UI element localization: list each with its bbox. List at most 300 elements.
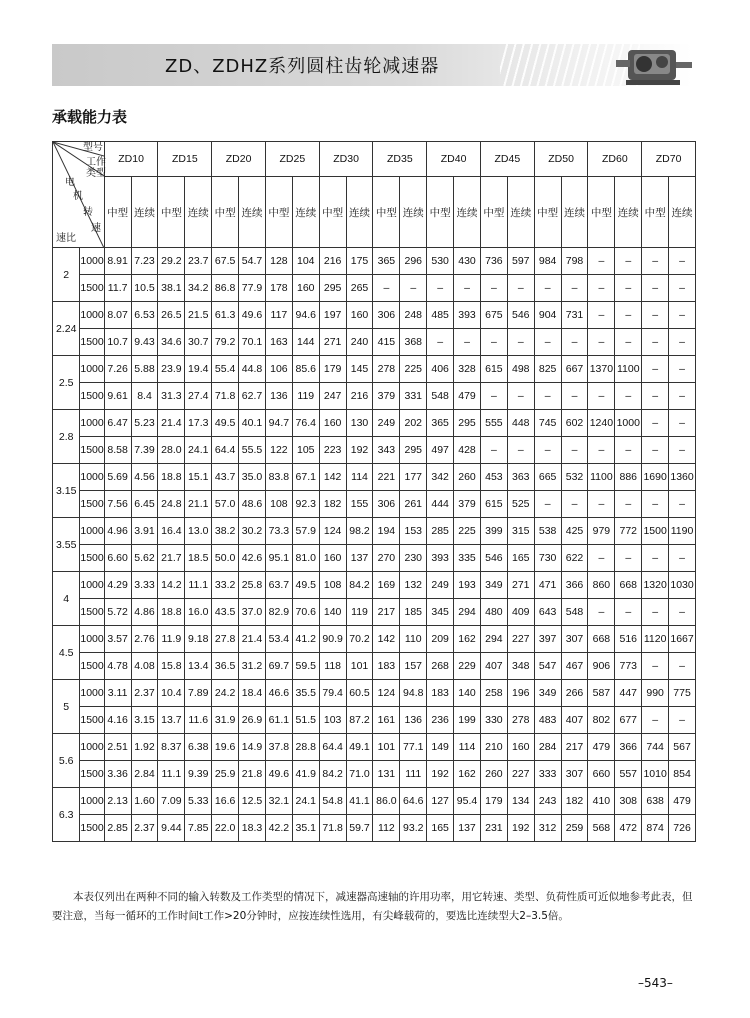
value-cell: –	[534, 437, 561, 464]
value-cell: –	[615, 437, 642, 464]
value-cell: 497	[427, 437, 454, 464]
value-cell: –	[642, 545, 669, 572]
value-cell: 62.7	[239, 383, 266, 410]
value-cell: 363	[507, 464, 534, 491]
value-cell: 127	[427, 788, 454, 815]
value-cell: 24.8	[158, 491, 185, 518]
value-cell: 217	[373, 599, 400, 626]
value-cell: 142	[319, 464, 346, 491]
value-cell: 1500	[642, 518, 669, 545]
value-cell: 415	[373, 329, 400, 356]
value-cell: 265	[346, 275, 373, 302]
value-cell: 1690	[642, 464, 669, 491]
value-cell: –	[400, 275, 427, 302]
value-cell: –	[534, 491, 561, 518]
speed-cell: 1500	[80, 275, 104, 302]
value-cell: 7.23	[131, 248, 158, 275]
value-cell: 330	[480, 707, 507, 734]
value-cell: 60.5	[346, 680, 373, 707]
value-cell: 249	[373, 410, 400, 437]
value-cell: 622	[561, 545, 588, 572]
value-cell: 532	[561, 464, 588, 491]
value-cell: 393	[454, 302, 481, 329]
value-cell: 217	[561, 734, 588, 761]
corner-label-ratio: 速比	[56, 233, 76, 244]
value-cell: 24.1	[292, 788, 319, 815]
value-cell: 108	[265, 491, 292, 518]
ratio-cell: 2.24	[53, 302, 80, 356]
value-cell: 216	[346, 383, 373, 410]
value-cell: 55.5	[239, 437, 266, 464]
value-cell: 260	[480, 761, 507, 788]
value-cell: –	[561, 275, 588, 302]
value-cell: 81.0	[292, 545, 319, 572]
speed-cell: 1500	[80, 599, 104, 626]
value-cell: 18.5	[185, 545, 212, 572]
capacity-table-wrap	[52, 141, 696, 842]
value-cell: –	[669, 545, 696, 572]
value-cell: 366	[561, 572, 588, 599]
table-row	[53, 761, 696, 788]
value-cell: –	[588, 383, 615, 410]
value-cell: –	[669, 329, 696, 356]
value-cell: 15.8	[158, 653, 185, 680]
value-cell: 744	[642, 734, 669, 761]
value-cell: 165	[427, 815, 454, 842]
value-cell: 602	[561, 410, 588, 437]
value-cell: 25.8	[239, 572, 266, 599]
value-cell: 13.7	[158, 707, 185, 734]
value-cell: –	[588, 248, 615, 275]
value-cell: 243	[534, 788, 561, 815]
value-cell: 12.5	[239, 788, 266, 815]
speed-cell: 1500	[80, 707, 104, 734]
value-cell: 17.3	[185, 410, 212, 437]
value-cell: 35.5	[292, 680, 319, 707]
type-header-continuous: 连续	[346, 177, 373, 248]
value-cell: 306	[373, 302, 400, 329]
value-cell: 225	[400, 356, 427, 383]
speed-cell: 1000	[80, 572, 104, 599]
value-cell: 185	[400, 599, 427, 626]
value-cell: 886	[615, 464, 642, 491]
value-cell: 854	[669, 761, 696, 788]
ratio-cell: 2.8	[53, 410, 80, 464]
value-cell: 335	[454, 545, 481, 572]
value-cell: –	[669, 356, 696, 383]
ratio-cell: 2.5	[53, 356, 80, 410]
value-cell: 61.1	[265, 707, 292, 734]
model-header-zd45: ZD45	[480, 142, 534, 177]
value-cell: 9.61	[104, 383, 131, 410]
value-cell: –	[588, 302, 615, 329]
value-cell: 349	[480, 572, 507, 599]
value-cell: 70.1	[239, 329, 266, 356]
value-cell: 294	[480, 626, 507, 653]
ratio-cell: 3.55	[53, 518, 80, 572]
corner-label-model: 型号	[83, 142, 103, 153]
value-cell: 178	[265, 275, 292, 302]
value-cell: 406	[427, 356, 454, 383]
value-cell: 6.38	[185, 734, 212, 761]
corner-header-cell	[53, 142, 105, 248]
value-cell: 860	[588, 572, 615, 599]
value-cell: 18.3	[239, 815, 266, 842]
value-cell: 349	[534, 680, 561, 707]
type-header-medium: 中型	[158, 177, 185, 248]
value-cell: –	[588, 599, 615, 626]
table-row	[53, 599, 696, 626]
value-cell: –	[669, 383, 696, 410]
value-cell: 9.44	[158, 815, 185, 842]
table-row	[53, 275, 696, 302]
ratio-cell: 4.5	[53, 626, 80, 680]
value-cell: 86.8	[212, 275, 239, 302]
speed-cell: 1000	[80, 626, 104, 653]
value-cell: –	[642, 302, 669, 329]
value-cell: 42.6	[239, 545, 266, 572]
value-cell: 84.2	[319, 761, 346, 788]
value-cell: –	[669, 302, 696, 329]
corner-label-motor-1: 电	[65, 177, 75, 188]
value-cell: 731	[561, 302, 588, 329]
value-cell: 34.2	[185, 275, 212, 302]
type-header-continuous: 连续	[561, 177, 588, 248]
type-header-continuous: 连续	[454, 177, 481, 248]
corner-label-motor-2: 机	[73, 191, 83, 202]
speed-cell: 1000	[80, 518, 104, 545]
value-cell: 5.62	[131, 545, 158, 572]
value-cell: 331	[400, 383, 427, 410]
value-cell: 306	[373, 491, 400, 518]
value-cell: –	[615, 545, 642, 572]
value-cell: 227	[507, 626, 534, 653]
value-cell: 137	[346, 545, 373, 572]
value-cell: 643	[534, 599, 561, 626]
speed-cell: 1000	[80, 356, 104, 383]
value-cell: 8.91	[104, 248, 131, 275]
type-header-continuous: 连续	[400, 177, 427, 248]
value-cell: 132	[400, 572, 427, 599]
value-cell: 546	[480, 545, 507, 572]
value-cell: 79.4	[319, 680, 346, 707]
value-cell: 278	[507, 707, 534, 734]
value-cell: 137	[454, 815, 481, 842]
value-cell: –	[454, 275, 481, 302]
model-header-zd15: ZD15	[158, 142, 212, 177]
value-cell: 984	[534, 248, 561, 275]
value-cell: 26.9	[239, 707, 266, 734]
value-cell: 9.43	[131, 329, 158, 356]
value-cell: 21.1	[185, 491, 212, 518]
value-cell: –	[507, 437, 534, 464]
value-cell: –	[615, 491, 642, 518]
value-cell: 1100	[615, 356, 642, 383]
value-cell: 14.2	[158, 572, 185, 599]
value-cell: 21.4	[239, 626, 266, 653]
value-cell: 35.1	[292, 815, 319, 842]
value-cell: 43.7	[212, 464, 239, 491]
table-row	[53, 572, 696, 599]
value-cell: 227	[507, 761, 534, 788]
value-cell: 119	[346, 599, 373, 626]
value-cell: 231	[480, 815, 507, 842]
value-cell: 2.84	[131, 761, 158, 788]
value-cell: –	[588, 275, 615, 302]
speed-cell: 1500	[80, 761, 104, 788]
value-cell: 296	[400, 248, 427, 275]
value-cell: 8.4	[131, 383, 158, 410]
value-cell: –	[561, 329, 588, 356]
value-cell: 194	[373, 518, 400, 545]
value-cell: 1240	[588, 410, 615, 437]
table-row	[53, 356, 696, 383]
gear-reducer-image	[598, 40, 698, 90]
model-header-zd40: ZD40	[427, 142, 481, 177]
model-header-zd30: ZD30	[319, 142, 373, 177]
model-header-zd20: ZD20	[212, 142, 266, 177]
value-cell: 59.5	[292, 653, 319, 680]
value-cell: –	[480, 329, 507, 356]
value-cell: 1120	[642, 626, 669, 653]
value-cell: 668	[615, 572, 642, 599]
value-cell: 110	[400, 626, 427, 653]
value-cell: 94.8	[400, 680, 427, 707]
value-cell: –	[615, 329, 642, 356]
value-cell: 22.0	[212, 815, 239, 842]
value-cell: 990	[642, 680, 669, 707]
value-cell: 399	[480, 518, 507, 545]
value-cell: 38.1	[158, 275, 185, 302]
value-cell: 1.92	[131, 734, 158, 761]
value-cell: 160	[319, 410, 346, 437]
value-cell: –	[669, 599, 696, 626]
value-cell: 428	[454, 437, 481, 464]
type-header-medium: 中型	[319, 177, 346, 248]
type-header-medium: 中型	[642, 177, 669, 248]
value-cell: 71.8	[319, 815, 346, 842]
ratio-cell: 4	[53, 572, 80, 626]
value-cell: –	[669, 410, 696, 437]
value-cell: 117	[265, 302, 292, 329]
value-cell: 15.1	[185, 464, 212, 491]
value-cell: 7.26	[104, 356, 131, 383]
value-cell: 32.1	[265, 788, 292, 815]
value-cell: –	[669, 275, 696, 302]
value-cell: 183	[427, 680, 454, 707]
value-cell: 447	[615, 680, 642, 707]
value-cell: 5.33	[185, 788, 212, 815]
value-cell: 42.2	[265, 815, 292, 842]
value-cell: 49.1	[346, 734, 373, 761]
value-cell: 638	[642, 788, 669, 815]
speed-cell: 1000	[80, 410, 104, 437]
value-cell: 31.3	[158, 383, 185, 410]
type-header-continuous: 连续	[185, 177, 212, 248]
value-cell: 6.45	[131, 491, 158, 518]
value-cell: 247	[319, 383, 346, 410]
value-cell: 480	[480, 599, 507, 626]
value-cell: 21.5	[185, 302, 212, 329]
value-cell: 798	[561, 248, 588, 275]
value-cell: 192	[507, 815, 534, 842]
value-cell: 37.8	[265, 734, 292, 761]
value-cell: 3.11	[104, 680, 131, 707]
value-cell: 726	[669, 815, 696, 842]
value-cell: –	[615, 599, 642, 626]
value-cell: 11.7	[104, 275, 131, 302]
type-header-continuous: 连续	[507, 177, 534, 248]
value-cell: 82.9	[265, 599, 292, 626]
value-cell: 5.23	[131, 410, 158, 437]
value-cell: 4.16	[104, 707, 131, 734]
type-header-continuous: 连续	[615, 177, 642, 248]
value-cell: 54.7	[239, 248, 266, 275]
value-cell: 479	[454, 383, 481, 410]
speed-cell: 1500	[80, 815, 104, 842]
value-cell: 366	[615, 734, 642, 761]
value-cell: 67.1	[292, 464, 319, 491]
model-header-zd70: ZD70	[642, 142, 696, 177]
value-cell: –	[642, 356, 669, 383]
value-cell: 94.7	[265, 410, 292, 437]
value-cell: 182	[319, 491, 346, 518]
value-cell: 33.2	[212, 572, 239, 599]
value-cell: 307	[561, 626, 588, 653]
value-cell: 128	[265, 248, 292, 275]
value-cell: 538	[534, 518, 561, 545]
value-cell: 83.8	[265, 464, 292, 491]
value-cell: 131	[373, 761, 400, 788]
type-header-continuous: 连续	[239, 177, 266, 248]
value-cell: 199	[454, 707, 481, 734]
value-cell: 295	[454, 410, 481, 437]
value-cell: 236	[427, 707, 454, 734]
value-cell: –	[642, 410, 669, 437]
value-cell: 5.69	[104, 464, 131, 491]
value-cell: 54.8	[319, 788, 346, 815]
value-cell: 95.4	[454, 788, 481, 815]
value-cell: –	[669, 491, 696, 518]
corner-label-work-2: 类型	[86, 168, 106, 179]
table-row	[53, 707, 696, 734]
value-cell: 1320	[642, 572, 669, 599]
value-cell: 4.29	[104, 572, 131, 599]
type-header-continuous: 连续	[131, 177, 158, 248]
value-cell: 1360	[669, 464, 696, 491]
value-cell: –	[642, 491, 669, 518]
value-cell: –	[669, 248, 696, 275]
value-cell: 3.15	[131, 707, 158, 734]
value-cell: –	[669, 653, 696, 680]
value-cell: 160	[319, 545, 346, 572]
value-cell: 179	[480, 788, 507, 815]
value-cell: 3.57	[104, 626, 131, 653]
value-cell: 5.88	[131, 356, 158, 383]
value-cell: 28.0	[158, 437, 185, 464]
table-row	[53, 302, 696, 329]
value-cell: –	[480, 437, 507, 464]
value-cell: –	[588, 491, 615, 518]
value-cell: 49.5	[292, 572, 319, 599]
value-cell: 98.2	[346, 518, 373, 545]
value-cell: –	[507, 329, 534, 356]
value-cell: 221	[373, 464, 400, 491]
value-cell: 175	[346, 248, 373, 275]
value-cell: 587	[588, 680, 615, 707]
value-cell: 145	[346, 356, 373, 383]
value-cell: 41.9	[292, 761, 319, 788]
speed-cell: 1500	[80, 437, 104, 464]
speed-cell: 1500	[80, 491, 104, 518]
value-cell: –	[480, 275, 507, 302]
value-cell: 567	[669, 734, 696, 761]
table-row	[53, 788, 696, 815]
value-cell: –	[642, 329, 669, 356]
value-cell: 114	[454, 734, 481, 761]
value-cell: –	[534, 275, 561, 302]
value-cell: 260	[454, 464, 481, 491]
speed-cell: 1500	[80, 329, 104, 356]
value-cell: 155	[346, 491, 373, 518]
value-cell: 153	[400, 518, 427, 545]
value-cell: –	[615, 383, 642, 410]
value-cell: 249	[427, 572, 454, 599]
value-cell: 10.4	[158, 680, 185, 707]
value-cell: 906	[588, 653, 615, 680]
value-cell: 64.4	[212, 437, 239, 464]
value-cell: 35.0	[239, 464, 266, 491]
value-cell: 124	[319, 518, 346, 545]
value-cell: 46.6	[265, 680, 292, 707]
value-cell: –	[615, 275, 642, 302]
value-cell: 28.8	[292, 734, 319, 761]
value-cell: –	[615, 302, 642, 329]
value-cell: 192	[346, 437, 373, 464]
value-cell: –	[642, 599, 669, 626]
value-cell: 55.4	[212, 356, 239, 383]
ratio-cell: 6.3	[53, 788, 80, 842]
value-cell: 13.4	[185, 653, 212, 680]
value-cell: 7.85	[185, 815, 212, 842]
value-cell: 92.3	[292, 491, 319, 518]
value-cell: 430	[454, 248, 481, 275]
value-cell: 49.6	[239, 302, 266, 329]
value-cell: 136	[265, 383, 292, 410]
value-cell: 160	[346, 302, 373, 329]
capacity-table	[52, 141, 696, 842]
value-cell: 295	[319, 275, 346, 302]
value-cell: 516	[615, 626, 642, 653]
value-cell: 410	[588, 788, 615, 815]
note-paragraph: 本表仅列出在两种不同的输入转数及工作类型的情况下，减速器高速轴的许用功率，用它转速、类型、负荷性质可近似地参考此表，但要注意，当每一循环的工作时间t工作>20分钟时，应按连续性选用，有尖峰载荷的，要选比连续型大2–3.5倍。	[52, 891, 693, 922]
value-cell: 70.6	[292, 599, 319, 626]
value-cell: 160	[292, 275, 319, 302]
value-cell: 106	[265, 356, 292, 383]
value-cell: 307	[561, 761, 588, 788]
table-row	[53, 680, 696, 707]
type-header-continuous: 连续	[669, 177, 696, 248]
value-cell: –	[507, 383, 534, 410]
value-cell: 77.1	[400, 734, 427, 761]
value-cell: 31.9	[212, 707, 239, 734]
value-cell: 85.6	[292, 356, 319, 383]
value-cell: 210	[480, 734, 507, 761]
speed-cell: 1000	[80, 302, 104, 329]
value-cell: 448	[507, 410, 534, 437]
value-cell: 30.2	[239, 518, 266, 545]
value-cell: 94.6	[292, 302, 319, 329]
